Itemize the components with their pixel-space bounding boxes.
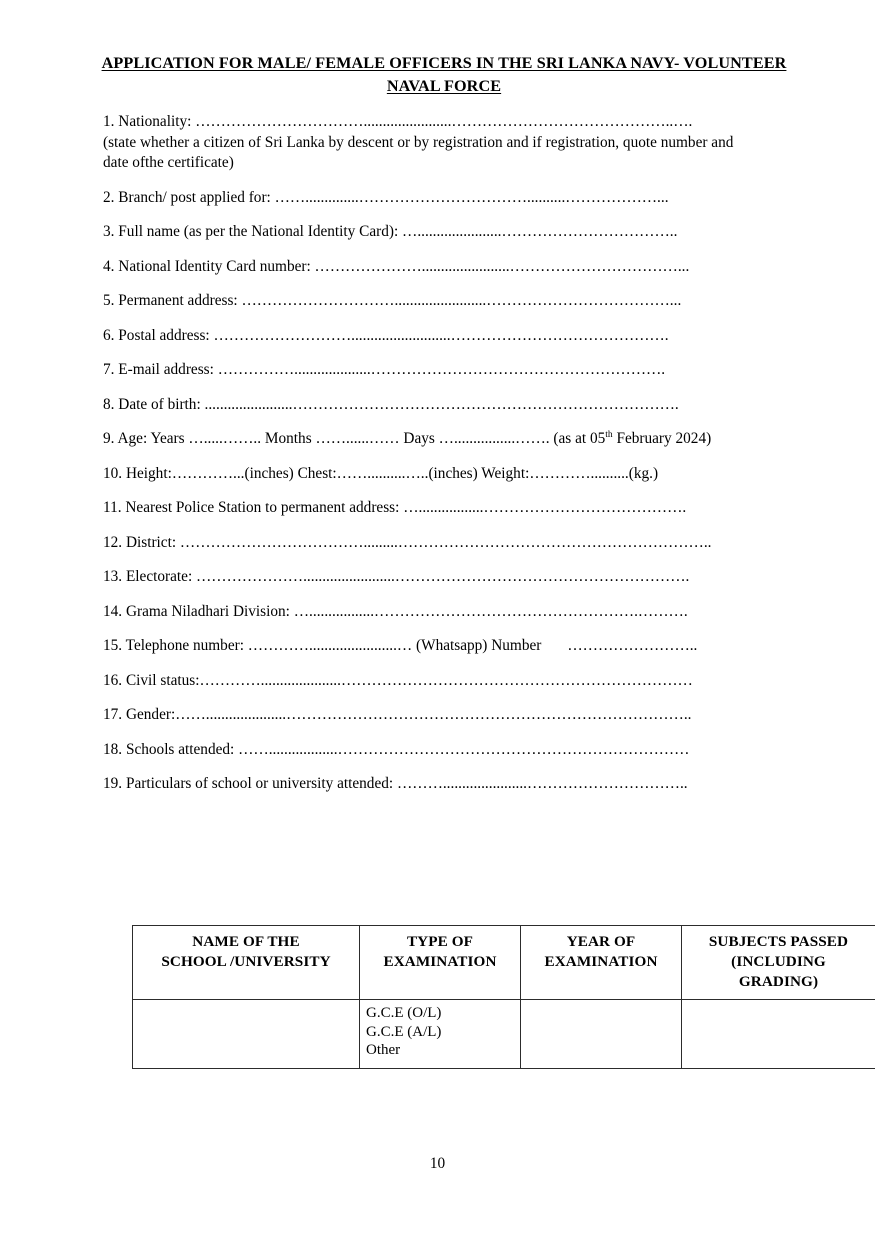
question-7-email-address: 7. E-mail address: ……………....................………………………………………………….: [103, 361, 666, 378]
column-header-subjects-line-1: SUBJECTS PASSED: [708, 933, 849, 950]
cell-exam-types[interactable]: [360, 1000, 521, 1069]
title-line-1: APPLICATION FOR MALE/ FEMALE OFFICERS IN THE SRI LANKA NAVY- VOLUNTEER: [101, 54, 787, 72]
question-19-particulars-of-school: 19. Particulars of school or university attended: ………......................…………………………..: [103, 775, 688, 792]
spacer: [103, 174, 833, 188]
question-2-branch-post: 2. Branch/ post applied for: ……..............……………………………..........………………...: [103, 188, 669, 206]
spacer: [103, 208, 833, 222]
exam-type-other: Other: [366, 1042, 401, 1058]
exam-type-ol: G.C.E (O/L): [366, 1005, 442, 1021]
spacer: [103, 277, 833, 291]
table-row: [133, 1000, 875, 1069]
question-15-whatsapp-blank: ……………………..: [567, 637, 698, 654]
question-1-note-line-1: (state whether a citizen of Sri Lanka by descent or by registration and if registration, quote number and: [103, 133, 734, 151]
question-15-telephone-number: [103, 636, 833, 657]
spacer: [103, 622, 833, 636]
column-header-school-name-line-1: NAME OF THE: [192, 933, 300, 950]
spacer: [103, 346, 833, 360]
spacer: [103, 381, 833, 395]
title-line-2: NAVAL FORCE: [386, 77, 502, 95]
question-5-permanent-address: 5. Permanent address: …………………………........................………………………………...: [103, 292, 682, 309]
spacer: [103, 243, 833, 257]
question-15-prefix: 15. Telephone number: ………….......................… (Whatsapp) Number: [103, 637, 542, 654]
question-9-prefix: 9. Age: Years ….....…….. Months ……......…… Days …................……. (as at 05: [103, 430, 606, 447]
spacer: [103, 312, 833, 326]
spacer: [103, 691, 833, 705]
question-13-electorate: 13. Electorate: …………………........................………………………………………………….: [103, 568, 690, 585]
column-header-year-line-2: EXAMINATION: [544, 953, 658, 970]
spacer: [103, 415, 833, 429]
question-1-nationality: 1. Nationality: …………………………….......................……………………………………..….: [103, 113, 693, 130]
education-table-body: [133, 1000, 875, 1069]
column-header-type-line-2: EXAMINATION: [383, 953, 497, 970]
column-header-type-line-1: TYPE OF: [406, 933, 474, 950]
cell-subjects-passed[interactable]: [682, 1000, 875, 1069]
question-16-civil-status: 16. Civil status:………….....................……………………………………………………………: [103, 671, 693, 689]
column-header-subjects-passed: [682, 926, 875, 1000]
cell-school-name[interactable]: [133, 1000, 360, 1069]
spacer: [103, 657, 833, 671]
question-9-age: [103, 429, 833, 450]
question-8-date-of-birth: 8. Date of birth: .......................………………………………………………………………….: [103, 395, 679, 413]
column-header-subjects-line-3: GRADING): [738, 973, 819, 990]
spacer: [103, 726, 833, 740]
column-header-type-of-examination: [360, 926, 521, 1000]
education-table-header: [133, 926, 875, 1000]
page-title: [68, 52, 820, 98]
spacer: [103, 553, 833, 567]
question-12-district: 12. District: ……………………………….........……………………………………………………..: [103, 533, 712, 551]
question-1-note-line-2: date ofthe certificate): [103, 154, 234, 171]
spacer: [103, 519, 833, 533]
question-10-height-chest-weight: 10. Height:…………...(inches) Chest:……..........…..(inches) Weight:…………..........(kg.): [103, 464, 659, 482]
question-3-full-name: 3. Full name (as per the National Identity Card): …......................……………………………..: [103, 223, 678, 240]
question-18-schools-attended: 18. Schools attended: ……..................……………………………………………………………: [103, 740, 690, 758]
question-9-suffix: February 2024): [612, 430, 712, 447]
spacer: [103, 450, 833, 464]
spacer: [103, 484, 833, 498]
question-17-gender: 17. Gender:…….....................……………………………………………………………………..: [103, 706, 692, 723]
education-table: [132, 925, 875, 1069]
question-6-postal-address: 6. Postal address: ………………………..........................…………………………………….: [103, 326, 669, 344]
column-header-subjects-line-2: (INCLUDING: [731, 953, 826, 970]
column-header-school-name-line-2: SCHOOL /UNIVERSITY: [161, 953, 331, 970]
column-header-year-line-1: YEAR OF: [566, 933, 636, 950]
spacer: [103, 588, 833, 602]
question-9-ordinal-suffix: th: [605, 429, 613, 440]
question-11-nearest-police-station: 11. Nearest Police Station to permanent address: ….................………………………………….: [103, 499, 687, 516]
page-number: 10: [429, 1155, 446, 1172]
question-14-grama-niladhari-division: 14. Grama Niladhari Division: ….................…………………………………………….……….: [103, 602, 688, 620]
column-header-year-of-examination: [521, 926, 682, 1000]
table-header-row: [133, 926, 875, 1000]
column-header-school-name: [133, 926, 360, 1000]
question-4-nic-number: 4. National Identity Card number: ………………….......................……………………………...: [103, 257, 690, 275]
form-questions: [103, 112, 833, 795]
cell-year-of-examination[interactable]: [521, 1000, 682, 1069]
spacer: [103, 760, 833, 774]
exam-type-al: G.C.E (A/L): [366, 1023, 442, 1040]
